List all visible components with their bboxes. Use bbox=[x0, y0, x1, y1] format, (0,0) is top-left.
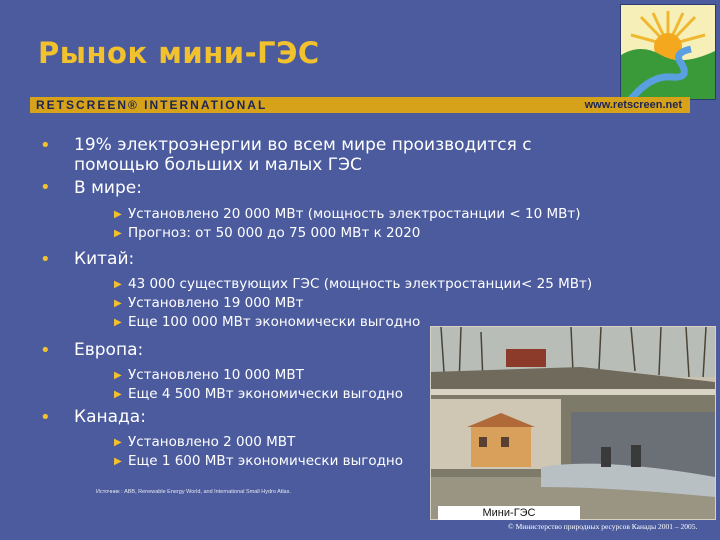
bullet-2: В мире: bbox=[74, 178, 142, 198]
triangle-bullet-icon: ▶ bbox=[114, 228, 122, 239]
sub-bullet: Еще 1 600 МВт экономически выгодно bbox=[128, 453, 404, 469]
triangle-bullet-icon: ▶ bbox=[114, 209, 122, 220]
sub-bullet: Установлено 19 000 МВт bbox=[128, 295, 304, 311]
mini-hydro-photo bbox=[430, 326, 716, 520]
sub-bullet: Установлено 10 000 МВТ bbox=[128, 367, 304, 383]
bullet-dot-icon: • bbox=[40, 177, 51, 198]
sub-bullet: Установлено 20 000 МВт (мощность электростанции < 10 МВт) bbox=[128, 206, 581, 222]
bullet-3: Китай: bbox=[74, 249, 135, 269]
triangle-bullet-icon: ▶ bbox=[114, 456, 122, 467]
bullet-dot-icon: • bbox=[40, 249, 51, 270]
slide-title: Рынок мини-ГЭС bbox=[38, 36, 320, 70]
copyright: © Министерство природных ресурсов Канады 2001 – 2005. bbox=[508, 522, 698, 531]
bullet-5: Канада: bbox=[74, 407, 146, 427]
sub-bullet: Еще 100 000 МВт экономически выгодно bbox=[128, 314, 421, 330]
bullet-dot-icon: • bbox=[40, 135, 51, 156]
bullet-dot-icon: • bbox=[40, 407, 51, 428]
triangle-bullet-icon: ▶ bbox=[114, 317, 122, 328]
bullet-1: 19% электроэнергии во всем мире производится с помощью больших и малых ГЭС bbox=[74, 135, 532, 175]
retscreen-logo-icon bbox=[620, 4, 716, 100]
bullet-dot-icon: • bbox=[40, 340, 51, 361]
sub-bullet: Еще 4 500 МВт экономически выгодно bbox=[128, 386, 404, 402]
triangle-bullet-icon: ▶ bbox=[114, 370, 122, 381]
triangle-bullet-icon: ▶ bbox=[114, 389, 122, 400]
source-note: Источник : ABB, Renewable Energy World, and International Small Hydro Atlas. bbox=[96, 489, 291, 495]
triangle-bullet-icon: ▶ bbox=[114, 279, 122, 290]
triangle-bullet-icon: ▶ bbox=[114, 298, 122, 309]
sub-bullet: Прогноз: от 50 000 до 75 000 МВт к 2020 bbox=[128, 225, 421, 241]
sub-bullet: Установлено 2 000 МВТ bbox=[128, 434, 296, 450]
sub-bullet: 43 000 существующих ГЭС (мощность электростанции< 25 МВт) bbox=[128, 276, 593, 292]
triangle-bullet-icon: ▶ bbox=[114, 437, 122, 448]
photo-caption: Мини-ГЭС bbox=[438, 506, 580, 520]
website-url: www.retscreen.net bbox=[584, 99, 682, 111]
bullet-4: Европа: bbox=[74, 340, 144, 360]
brand-name: RETSCREEN® INTERNATIONAL bbox=[36, 98, 268, 112]
